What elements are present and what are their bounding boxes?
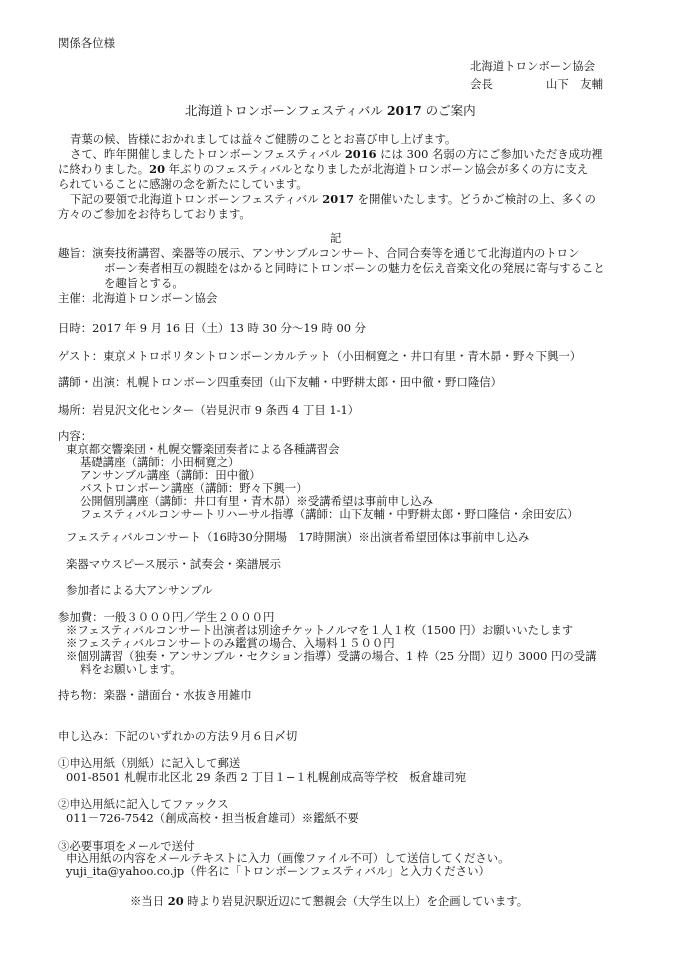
content-item-exhibition: 楽器マウスピース展示・試奏会・楽譜展示 xyxy=(66,557,282,571)
greeting-line-1: 青葉の候、皆様におかれましては益々ご健勝のこととお喜び申し上げます。 xyxy=(70,132,457,146)
method-1-address: 001-8501 札幌市北区北 29 条西 2 丁目１−１札幌創成高等学校 板倉雄司宛 xyxy=(66,770,467,784)
method-3-title: ③必要事項をメールで送付 xyxy=(58,839,195,853)
purpose-line-1: 趣旨：演奏技術講習、楽器等の展示、アンサンブルコンサート、合同合奏等を通じて北海道内のトロン xyxy=(58,246,580,260)
content-item-large-ensemble: 参加者による大アンサンブル xyxy=(66,583,213,597)
footer-note xyxy=(130,895,528,908)
application-heading: 申し込み：下記のいずれかの方法９月６日〆切 xyxy=(58,729,298,743)
fee-note-2: ※フェスティバルコンサートのみ鑑賞の場合、入場料１５００円 xyxy=(66,636,395,650)
greeting-text: には 300 名弱の方にご参加いただき成功裡 xyxy=(376,147,603,161)
purpose-line-3: を趣旨とする。 xyxy=(104,276,184,290)
title-year: 2017 xyxy=(386,103,422,118)
email-subject-note: （件名に「トロンボーンフェスティバル」と入力ください） xyxy=(184,864,490,878)
greeting-text: 下記の要領で北海道トロンボーンフェスティバル xyxy=(70,192,323,206)
email-address: yuji_ita@yahoo.co.jp xyxy=(66,864,185,878)
content-sub-rehearsal: フェスティバルコンサートリハーサル指導（講師：山下友輔・中野耕太郎・野口隆信・余田安広） xyxy=(80,507,579,521)
greeting-number: 20 xyxy=(149,162,165,176)
content-item-concert: フェスティバルコンサート（16時30分開場 17時開演）※出演者希望団体は事前申し込み xyxy=(66,530,530,544)
event-datetime: 日時：2017 年 9 月 16 日（土）13 時 30 分～19 時 00 分 xyxy=(58,321,367,335)
organizer: 主催：北海道トロンボーン協会 xyxy=(58,291,218,305)
greeting-line-2 xyxy=(70,148,603,161)
title-suffix: のご案内 xyxy=(421,103,476,118)
title-main: 北海道トロンボーンフェスティバル xyxy=(185,103,387,118)
addressee: 関係各位様 xyxy=(58,36,115,50)
venue-line: 場所：岩見沢文化センター（岩見沢市 9 条西 4 丁目 1-1） xyxy=(58,403,360,417)
greeting-line-3 xyxy=(58,163,588,176)
greeting-line-4: られていることに感謝の念を新たにしています。 xyxy=(58,177,308,191)
content-sub-bass: バストロンボーン講座（講師：野々下興一） xyxy=(80,481,308,495)
fee-note-1: ※フェスティバルコンサート出演者は別途チケットノルマを１人１枚（1500 円）お願いいたします xyxy=(66,623,574,637)
fee-note-3-cont: 料をお願いします。 xyxy=(80,662,182,676)
method-3-email-line xyxy=(66,865,490,878)
method-3-instructions: 申込用紙の内容をメールテキストに入力（画像ファイル不可）して送信してください。 xyxy=(66,851,510,865)
content-sub-basic: 基礎講座（講師：小田桐寛之） xyxy=(80,455,240,469)
ki-heading: 記 xyxy=(330,231,342,245)
footer-time: 20 xyxy=(167,894,184,908)
greeting-text: を開催いたします。どうかご検討の上、多くの xyxy=(353,192,596,206)
footer-text: ※当日 xyxy=(130,894,168,908)
greeting-text: 年ぶりのフェスティバルとなりましたが北海道トロンボーン協会が多くの方に支え xyxy=(165,162,589,176)
method-1-title: ①申込用紙（別紙）に記入して郵送 xyxy=(58,756,241,770)
greeting-text: さて、昨年開催しましたトロンボーンフェスティバル xyxy=(70,147,345,161)
document-title xyxy=(185,104,476,117)
greeting-text: に終わりました。 xyxy=(58,162,150,176)
guest-line: ゲスト：東京メトロポリタントロンボーンカルテット（小田桐寛之・井口有里・青木昴・野々下興一） xyxy=(58,349,582,363)
content-sub-ensemble: アンサンブル講座（講師：田中徹） xyxy=(80,468,261,482)
method-2-fax: 011－726-7542（創成高校・担当板倉雄司）※鑑紙不要 xyxy=(66,811,359,825)
method-2-title: ②申込用紙に記入してファックス xyxy=(58,797,229,811)
greeting-line-6: 方々のご参加をお待ちしております。 xyxy=(58,207,251,221)
greeting-year: 2017 xyxy=(322,192,354,206)
purpose-line-2: ボーン奏者相互の親睦をはかると同時にトロンボーンの魅力を伝え音楽文化の発展に寄与すること xyxy=(104,261,605,275)
fee-line: 参加費：一般３０００円／学生２０００円 xyxy=(58,610,275,624)
content-item-workshops: 東京都交響楽団・札幌交響楽団奏者による各種講習会 xyxy=(66,442,340,456)
content-sub-individual: 公開個別講座（講師：井口有里・青木昴）※受講希望は事前申し込み xyxy=(80,494,434,508)
fee-note-3: ※個別講習（独奏・アンサンブル・セクション指導）受講の場合、1 枠（25 分間）辺り 3000 円の受講 xyxy=(66,649,597,663)
footer-text: 時より岩見沢駅近辺にて懇親会（大学生以上）を企画しています。 xyxy=(183,894,529,908)
president-name: 山下 友輔 xyxy=(546,77,603,91)
president-title: 会長 xyxy=(470,77,493,91)
belongings-line: 持ち物：楽器・譜面台・水抜き用雑巾 xyxy=(58,688,252,702)
organization-name: 北海道トロンボーン協会 xyxy=(470,59,596,73)
instructors-line: 講師・出演：札幌トロンボーン四重奏団（山下友輔・中野耕太郎・田中徹・野口隆信） xyxy=(58,375,503,389)
content-label: 内容： xyxy=(58,429,93,443)
greeting-line-5 xyxy=(70,193,596,206)
greeting-year: 2016 xyxy=(344,147,377,161)
